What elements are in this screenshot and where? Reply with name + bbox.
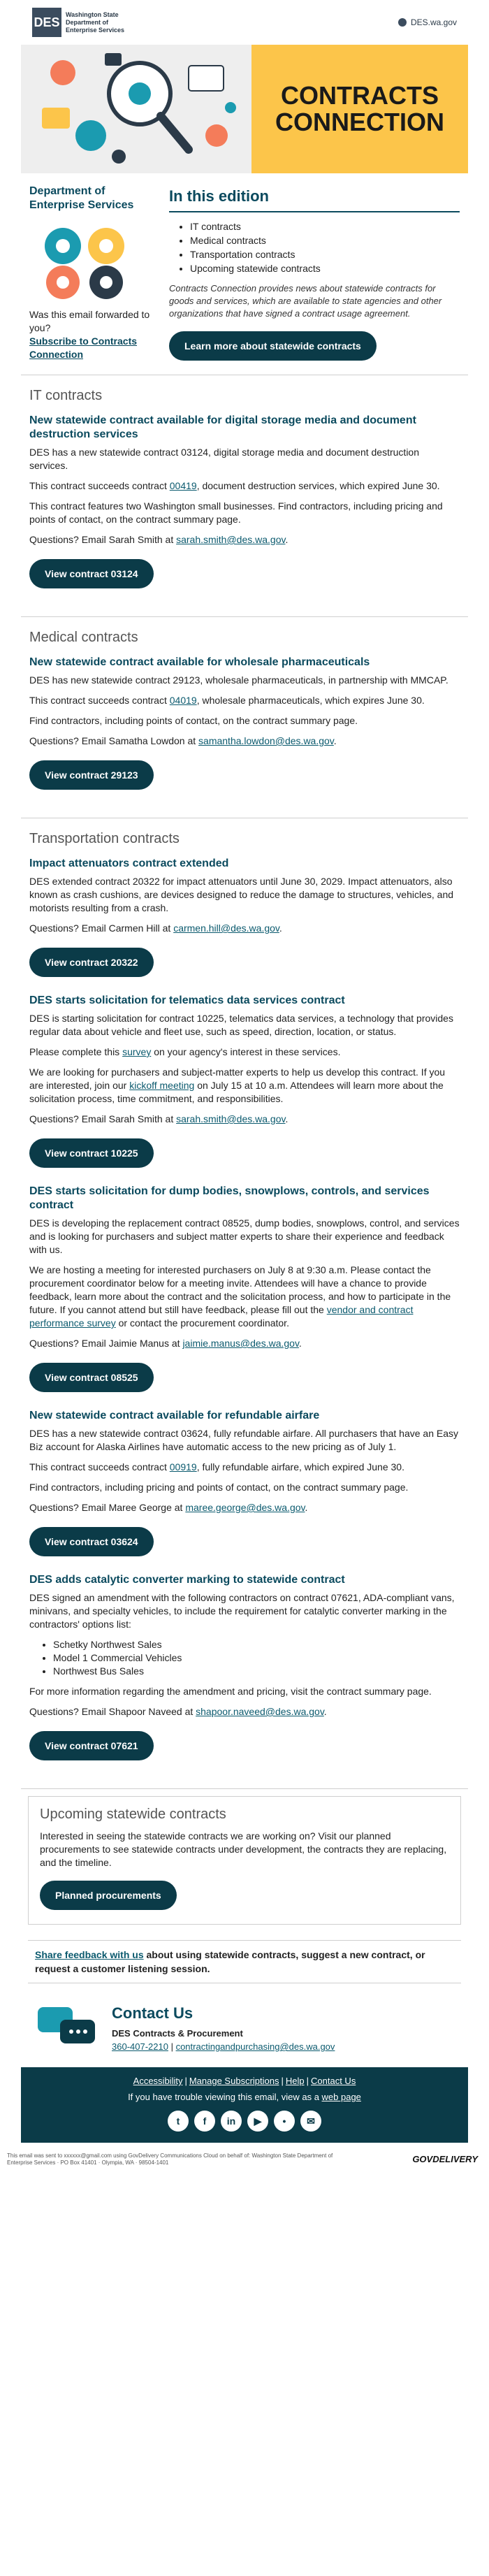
globe-icon [398,18,407,27]
twitter-icon[interactable]: t [168,2111,189,2132]
article-text: DES has a new statewide contract 03124, digital storage media and document destruction services. [29,447,419,471]
youtube-icon[interactable]: ▶ [247,2111,268,2132]
hero-title-line: CONTRACTS [281,81,439,110]
section-heading: Medical contracts [29,630,138,645]
site-link[interactable] [398,17,457,27]
article-dump-bodies [29,1185,460,1395]
article-text: DES is developing the replacement contract 08525, dump bodies, snowplows, control, and services and is looking for purchasers and subject matter experts to share their experience and feedback with us. [29,1217,460,1255]
email-header [21,0,468,45]
email-icon[interactable]: ✉ [300,2111,321,2132]
article-text: DES has new statewide contract 29123, wholesale pharmaceuticals, in partnership with MMCAP. [29,674,448,686]
text-segment: , wholesale pharmaceuticals, which expires June 30. [196,695,425,706]
text-segment: If you have trouble viewing this email, view as a [128,2092,322,2102]
edition-item: • Transportation contracts [190,247,460,261]
edition-item: • IT contracts [190,219,460,233]
medical-contracts-section [21,617,468,818]
view-contract-07621-button[interactable]: View contract 07621 [29,1731,154,1760]
text-segment: Questions? Email Shapoor Naveed at [29,1706,196,1717]
article-text: Find contractors, including points of contact, on the contract summary page. [29,715,358,726]
email-link[interactable]: maree.george@des.wa.gov [185,1502,305,1513]
govdelivery-note [7,2152,333,2166]
article-pharmaceuticals [29,656,460,793]
facebook-icon[interactable]: f [194,2111,215,2132]
article-refundable-airfare [29,1409,460,1559]
email-link[interactable]: sarah.smith@des.wa.gov [176,1113,286,1124]
article-text: This contract features two Washington small businesses. Find contractors, including pricing and points of contact, on the contract summary page. [29,500,443,525]
upcoming-text: Interested in seeing the statewide contracts we are working on? Visit our planned procurements to see statewide contracts under development, the contracts they are replacing, and the timeline. [40,1830,447,1868]
subscribe-link[interactable]: Subscribe to Contracts Connection [29,335,138,360]
article-digital-storage [29,414,460,591]
text-segment: Please complete this [29,1046,123,1057]
learn-more-button[interactable]: Learn more about statewide contracts [169,331,377,361]
text-segment: Questions? Email Sarah Smith at [29,534,177,545]
contract-00419-link[interactable]: 00419 [169,480,197,491]
edition-description: Contracts Connection provides news about statewide contracts for goods and services, which are available to state agencies and other organizations that have signed a contract usage agreement. [169,283,442,319]
org-name: DES Contracts & Procurement [112,2028,243,2039]
contract-04019-link[interactable]: 04019 [169,695,197,706]
performance-survey-link[interactable]: vendor and contract performance survey [29,1304,414,1329]
text-segment: Questions? Email Jaimie Manus at [29,1338,183,1349]
dept-title: Department of Enterprise Services [29,185,134,211]
email-link[interactable]: carmen.hill@des.wa.gov [173,922,279,934]
view-contract-03124-button[interactable]: View contract 03124 [29,559,154,588]
email-link[interactable]: sarah.smith@des.wa.gov [176,534,286,545]
contractor-list [29,1638,460,1678]
hero-banner [21,45,468,173]
text-segment: about using statewide contracts, suggest a new contract, or request a customer listening session. [35,1949,425,1974]
text-segment: . [305,1502,308,1513]
linkedin-icon[interactable]: in [221,2111,242,2132]
edition-item: • Medical contracts [190,233,460,247]
text-segment: , document destruction services, which expired June 30. [196,480,440,491]
article-text: DES is starting solicitation for contract 10225, telematics data services, a technology that provides regular data about vehicle and fleet use, such as speed, direction, location, or status. [29,1013,453,1037]
article-text [29,1264,460,1330]
govdelivery-line: Enterprise Services · PO Box 41401 · Olympia, WA · 98504-1401 [7,2159,169,2166]
logo-mark: DES [32,8,61,37]
site-label: DES.wa.gov [410,17,457,27]
text-segment: . [285,1113,289,1124]
phone-link[interactable]: 360-407-2210 [112,2041,168,2052]
section-heading: Upcoming statewide contracts [40,1807,226,1822]
separator: | [306,2076,309,2086]
text-segment: Questions? Email Carmen Hill at [29,922,174,934]
article-text [29,1045,460,1059]
contact-details [112,2004,335,2053]
text-segment: We are looking for purchasers and subject-matter experts to help us develop this contract. If you are interested, join our [29,1066,446,1091]
view-contract-08525-button[interactable]: View contract 08525 [29,1363,154,1392]
text-segment: This contract succeeds contract [29,480,170,491]
article-questions [29,1705,460,1718]
separator: | [184,2076,187,2086]
list-item: • Schetky Northwest Sales [53,1638,460,1651]
article-title: Impact attenuators contract extended [29,858,229,869]
text-segment: . [285,534,289,545]
article-text: DES signed an amendment with the following contractors on contract 07621, ADA-compliant vans, minivans, and specialty vehicles, to include the requirement for catalytic converter marking in the contractors' options list: [29,1592,455,1630]
help-link[interactable]: Help [285,2076,305,2086]
share-feedback-link[interactable]: Share feedback with us [35,1949,144,1960]
text-segment: . [333,735,337,746]
view-contract-03624-button[interactable]: View contract 03624 [29,1527,154,1556]
footer-links [28,2076,461,2086]
forwarded-text: Was this email forwarded to you? [29,309,150,333]
text-segment: or contact the procurement coordinator. [115,1317,289,1329]
article-title: DES starts solicitation for dump bodies, snowplows, controls, and services contract [29,1185,430,1211]
govdelivery-footer [0,2143,489,2172]
article-text [29,479,460,493]
social-links [28,2111,461,2132]
email-link[interactable]: jaimie.manus@des.wa.gov [182,1338,299,1349]
article-text: DES extended contract 20322 for impact attenuators until June 30, 2029. Impact attenuators, also known as crash cushions, are devices designed to reduce the damage to structures, vehicles, and motorists resulting from a crash. [29,876,454,913]
contact-org [112,2027,335,2040]
article-text: Find contractors, including pricing and points of contact, on the contract summary page. [29,1482,409,1493]
logo-text [66,11,124,34]
article-questions [29,735,460,748]
web-page-link[interactable]: web page [321,2092,361,2102]
edition-summary [169,184,460,363]
article-title: New statewide contract available for digital storage media and document destruction services [29,414,416,440]
text-segment: This contract succeeds contract [29,1461,170,1472]
contact-email-link[interactable]: contractingandpurchasing@des.wa.gov [175,2041,335,2052]
article-impact-attenuators [29,857,460,980]
web-version-note [28,2092,461,2102]
article-title: New statewide contract available for refundable airfare [29,1410,320,1421]
intro-sidebar [29,184,155,363]
logo-line: Washington State [66,10,119,18]
text-segment: Questions? Email Samatha Lowdon at [29,735,199,746]
article-text [29,694,460,707]
list-item: • Northwest Bus Sales [53,1665,460,1678]
edition-list [169,219,460,275]
intro-section [21,173,468,375]
separator: | [281,2076,284,2086]
text-segment: We are hosting a meeting for interested purchasers on July 8 at 9:30 a.m. Please contact the procurement coordinator below for a meeting invite. Attendees will have a chance to provide feedback, learn more about the contract and the solicitation process, and how to participate in the future. If you cannot attend but still have feedback, please fill out the [29,1264,451,1315]
chat-bubbles-icon [35,2004,98,2049]
hero-title [251,45,468,173]
article-questions [29,1337,460,1350]
it-contracts-section [21,375,468,617]
separator: | [168,2041,176,2052]
article-questions [29,533,460,547]
transportation-contracts-section [21,818,468,1789]
flickr-icon[interactable]: • [274,2111,295,2132]
edition-title: In this edition [169,187,460,212]
govdelivery-line: This email was sent to xxxxxx@gmail.com using GovDelivery Communications Cloud on behalf of: Washington State Department of [7,2152,333,2159]
article-text: DES has a new statewide contract 03624, fully refundable airfare. All purchasers that have an Easy Biz account for Alaska Airlines have automatic access to the new pricing as of July 1. [29,1428,459,1452]
view-contract-29123-button[interactable]: View contract 29123 [29,760,154,790]
email-link[interactable]: samantha.lowdon@des.wa.gov [198,735,334,746]
article-questions [29,1113,460,1126]
contact-section [21,1997,468,2063]
feedback-section [28,1940,461,1983]
article-questions [29,922,460,935]
kickoff-meeting-link[interactable]: kickoff meeting [129,1080,195,1091]
article-text: For more information regarding the amendment and pricing, visit the contract summary page. [29,1686,432,1697]
contact-info [112,2040,335,2053]
article-title: DES starts solicitation for telematics data services contract [29,994,345,1006]
des-logo[interactable] [32,8,124,37]
email-body [21,0,468,2143]
article-questions [29,1501,460,1514]
hero-illustration [21,45,251,173]
list-item: • Model 1 Commercial Vehicles [53,1651,460,1665]
survey-link[interactable]: survey [122,1046,152,1057]
forward-note [29,308,155,361]
article-title: DES adds catalytic converter marking to statewide contract [29,1574,345,1586]
accessibility-link[interactable]: Accessibility [133,2076,183,2086]
logo-line: Department of [66,18,109,26]
contact-us-link[interactable]: Contact Us [311,2076,356,2086]
text-segment: , fully refundable airfare, which expired June 30. [196,1461,404,1472]
text-segment: on your agency's interest in these services. [151,1046,341,1057]
gears-icon [29,218,155,302]
planned-procurements-button[interactable]: Planned procurements [40,1881,177,1910]
edition-item: • Upcoming statewide contracts [190,261,460,275]
hero-heading [275,82,444,136]
contact-title: Contact Us [112,2004,194,2022]
text-segment: on July 15 at 10 a.m. Attendees will learn more about the solicitation process, time commitment, and responsibilities. [29,1080,444,1104]
article-telematics [29,994,460,1171]
text-segment: Questions? Email Maree George at [29,1502,186,1513]
logo-line: Enterprise Services [66,26,125,34]
article-catalytic-converter [29,1573,460,1763]
section-heading: Transportation contracts [29,831,180,846]
article-title: New statewide contract available for wholesale pharmaceuticals [29,656,370,668]
feedback-text [35,1948,461,1976]
text-segment: Questions? Email Sarah Smith at [29,1113,177,1124]
view-contract-10225-button[interactable]: View contract 10225 [29,1138,154,1168]
contract-00919-link[interactable]: 00919 [169,1461,197,1472]
email-footer [21,2067,468,2143]
upcoming-section [28,1796,461,1925]
text-segment: . [279,922,282,934]
section-heading: IT contracts [29,388,103,403]
article-text [29,1066,460,1106]
text-segment: . [298,1338,302,1349]
view-contract-20322-button[interactable]: View contract 20322 [29,948,154,977]
hero-title-line: CONNECTION [275,108,444,136]
article-text [29,1461,460,1474]
manage-subscriptions-link[interactable]: Manage Subscriptions [189,2076,279,2086]
text-segment: . [323,1706,327,1717]
text-segment: This contract succeeds contract [29,695,170,706]
email-link[interactable]: shapoor.naveed@des.wa.gov [196,1706,324,1717]
govdelivery-logo[interactable]: GOVDELIVERY [412,2154,478,2164]
